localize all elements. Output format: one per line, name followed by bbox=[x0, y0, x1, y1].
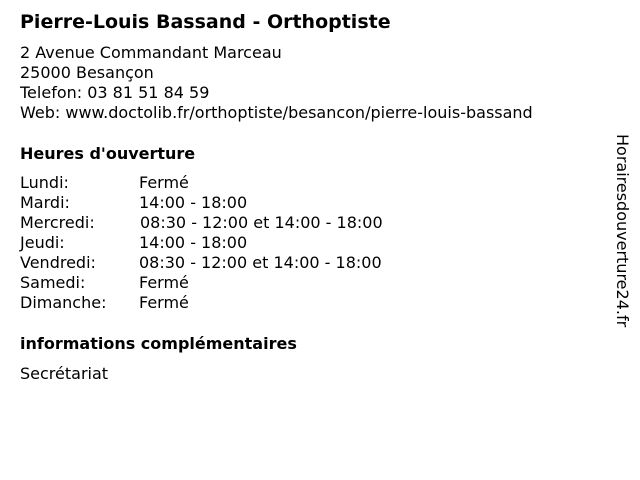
city: 25000 Besançon bbox=[20, 63, 154, 82]
day-label: Jeudi: bbox=[20, 233, 65, 252]
time-value: 14:00 - 18:00 bbox=[139, 193, 248, 212]
website: Web: www.doctolib.fr/orthoptiste/besancon/pierre-louis-bassand bbox=[20, 103, 533, 122]
page-title: Pierre-Louis Bassand - Orthoptiste bbox=[20, 11, 391, 33]
watermark-text: Horairesdouverture24.fr bbox=[613, 134, 632, 328]
watermark bbox=[612, 134, 632, 344]
day-label: Samedi: bbox=[20, 273, 86, 292]
time-value: 08:30 - 12:00 et 14:00 - 18:00 bbox=[139, 253, 382, 272]
time-value: 08:30 - 12:00 et 14:00 - 18:00 bbox=[140, 213, 383, 232]
time-value: Fermé bbox=[139, 173, 189, 192]
day-label: Vendredi: bbox=[20, 253, 96, 272]
hours-heading: Heures d'ouverture bbox=[20, 144, 196, 163]
day-label: Dimanche: bbox=[20, 293, 107, 312]
phone: Telefon: 03 81 51 84 59 bbox=[20, 83, 210, 102]
day-label: Mardi: bbox=[20, 193, 70, 212]
time-value: Fermé bbox=[139, 273, 189, 292]
additional-info-heading: informations complémentaires bbox=[20, 334, 297, 353]
time-value: Fermé bbox=[139, 293, 189, 312]
time-value: 14:00 - 18:00 bbox=[139, 233, 248, 252]
additional-info-text: Secrétariat bbox=[20, 364, 109, 383]
day-label: Mercredi: bbox=[20, 213, 95, 232]
day-label: Lundi: bbox=[20, 173, 69, 192]
street-address: 2 Avenue Commandant Marceau bbox=[20, 43, 282, 62]
address-block bbox=[20, 43, 533, 123]
